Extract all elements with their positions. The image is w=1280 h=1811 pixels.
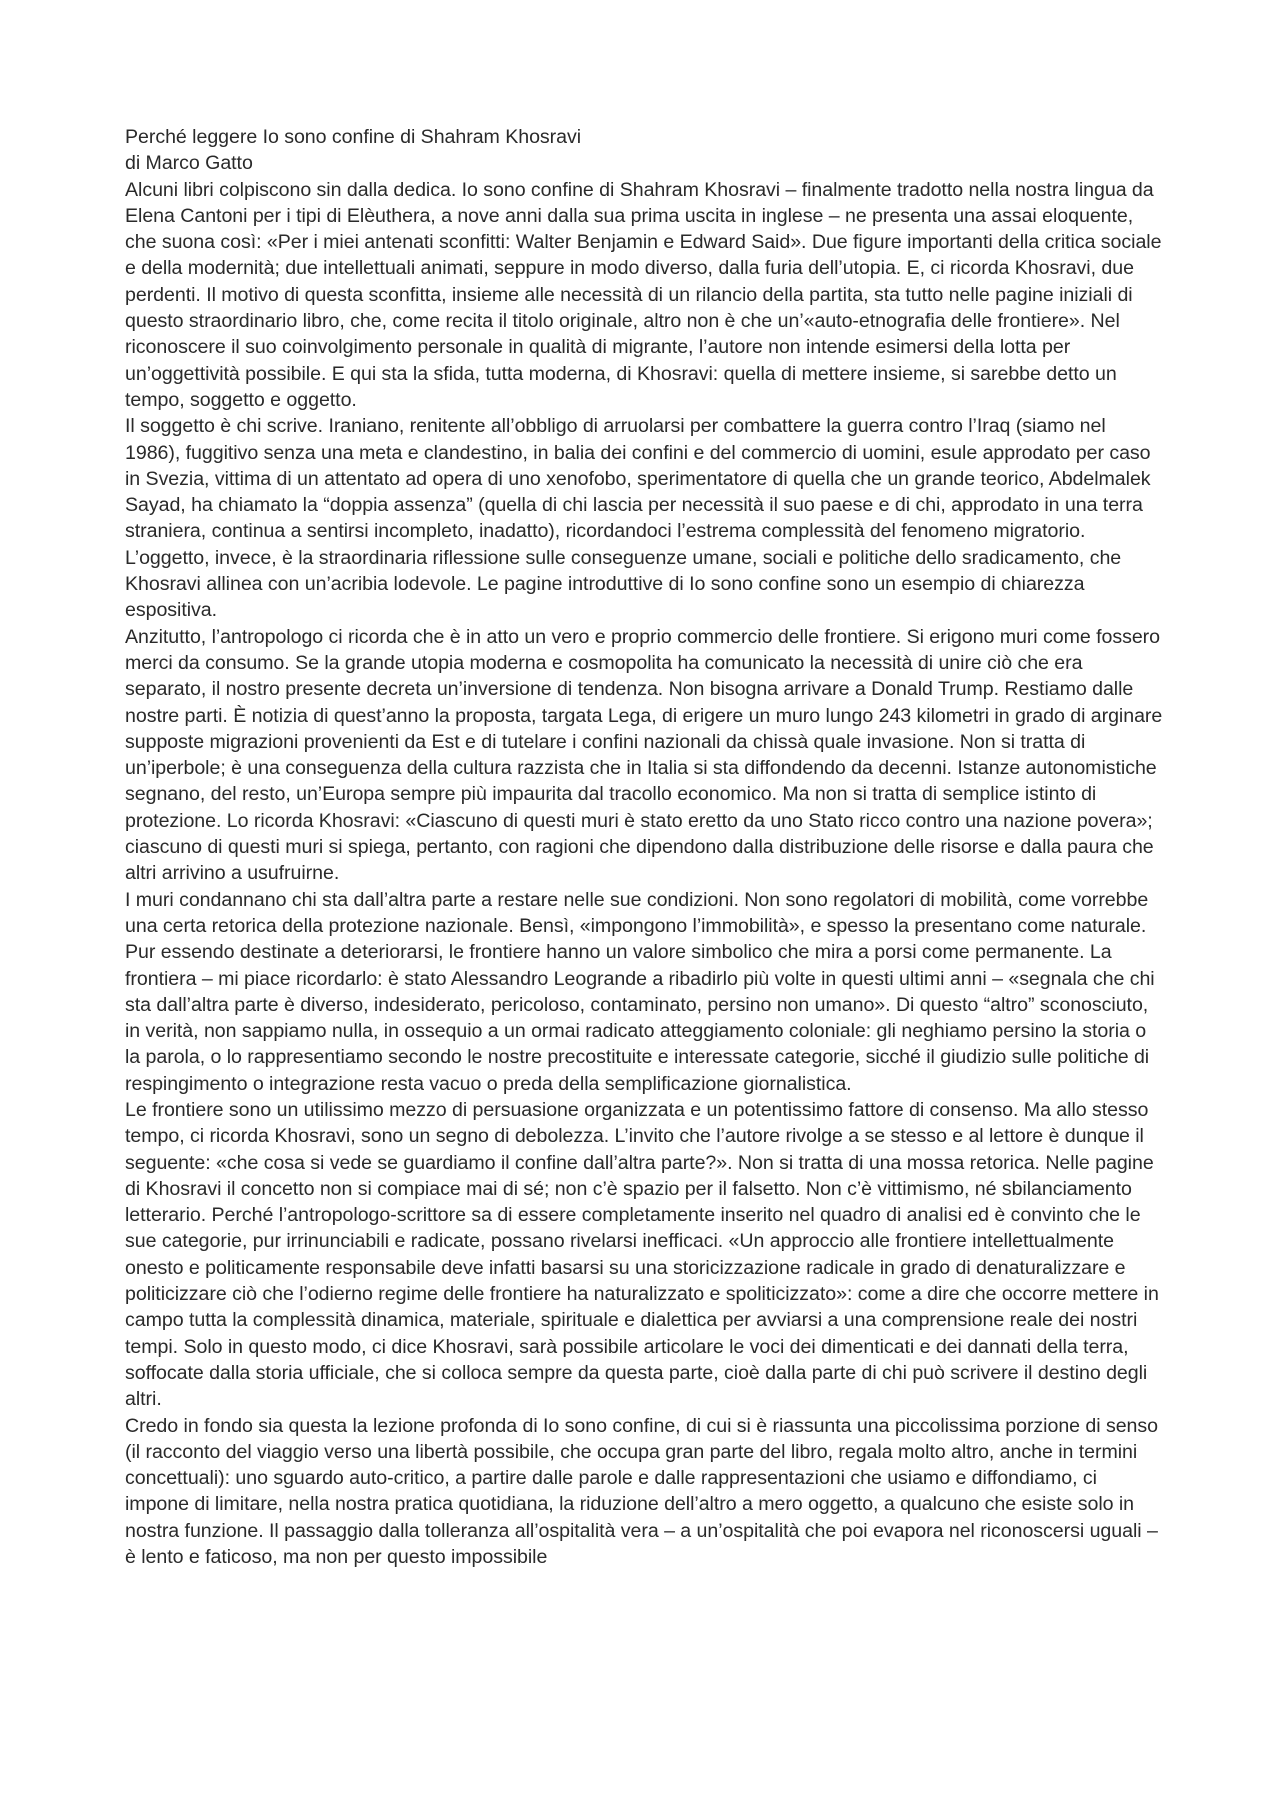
paragraph: Anzitutto, l’antropologo ci ricorda che è in atto un vero e proprio commercio delle frontiere. Si erigono muri come fossero merci da consumo. Se la grande utopia moderna e cosmopolita ha comunicato la necessità di unire ciò che era separato, il nostro presente decreta un’inversione di tendenza. Non bisogna arrivare a Donald Trump. Restiamo dalle nostre parti. È notizia di quest’anno la proposta, targata Lega, di erigere un muro lungo 243 kilometri in grado di arginare supposte migrazioni provenienti da Est e di tutelare i confini nazionali da chissà quale invasione. Non si tratta di un’iperbole; è una conseguenza della cultura razzista che in Italia si sta diffondendo da decenni. Istanze autonomistiche segnano, del resto, un’Europa sempre più impaurita dal tracollo economico. Ma non si tratta di semplice istinto di protezione. Lo ricorda Khosravi: «Ciascuno di questi muri è stato eretto da uno Stato ricco contro una nazione povera»; ciascuno di questi muri si spiega, pertanto, con ragioni che dipendono dalla distribuzione delle risorse e dalla paura che altri arrivino a usufruirne. xyxy=(125,625,1163,885)
document-byline: di Marco Gatto xyxy=(125,152,253,175)
paragraph: I muri condannano chi sta dall’altra parte a restare nelle sue condizioni. Non sono regolatori di mobilità, come vorrebbe una certa retorica della protezione nazionale. Bensì, «impongono l’immobilità», e spesso la presentano come naturale. Pur essendo destinate a deteriorarsi, le frontiere hanno un valore simbolico che mira a porsi come permanente. La frontiera – mi piace ricordarlo: è stato Alessandro Leogrande a ribadirlo più volte in questi ultimi anni – «segnala che chi sta dall’altra parte è diverso, indesiderato, pericoloso, contaminato, persino non umano». Di questo “altro” sconosciuto, in verità, non sappiamo nulla, in ossequio a un ormai radicato atteggiamento coloniale: gli neghiamo persino la storia o la parola, o lo rappresentiamo secondo le nostre precostituite e interessate categorie, sicché il giudizio sulle politiche di respingimento o integrazione resta vacuo o preda della semplificazione giornalistica. xyxy=(125,888,1155,1095)
document-title: Perché leggere Io sono confine di Shahram Khosravi xyxy=(125,126,582,148)
paragraph: Le frontiere sono un utilissimo mezzo di persuasione organizzata e un potentissimo fattore di consenso. Ma allo stesso tempo, ci ricorda Khosravi, sono un segno di debolezza. L’invito che l’autore rivolge a se stesso e al lettore è dunque il seguente: «che cosa si vede se guardiamo il confine dall’altra parte?». Non si tratta di una mossa retorica. Nelle pagine di Khosravi il concetto non si compiace mai di sé; non c’è spazio per il falsetto. Non c’è vittimismo, né sbilanciamento letterario. Perché l’antropologo-scrittore sa di essere completamente inserito nel quadro di analisi ed è convinto che le sue categorie, pur irrinunciabili e radicate, possano rivelarsi inefficaci. «Un approccio alle frontiere intellettualmente onesto e politicamente responsabile deve infatti basarsi su una storicizzazione radicale in grado di denaturalizzare e politicizzare ciò che l’odierno regime delle frontiere ha naturalizzato e spoliticizzato»: come a dire che occorre mettere in campo tutta la complessità dinamica, materiale, spirituale e dialettica per avviarsi a una comprensione reale dei nostri tempi. Solo in questo modo, ci dice Khosravi, sarà possibile articolare le voci dei dimenticati e dei dannati della terra, soffocate dalla storia ufficiale, che si colloca sempre da questa parte, cioè dalla parte di chi può scrivere il destino degli altri. xyxy=(125,1098,1159,1411)
paragraph: Alcuni libri colpiscono sin dalla dedica. Io sono confine di Shahram Khosravi – finalmente tradotto nella nostra lingua da Elena Cantoni per i tipi di Elèuthera, a nove anni dalla sua prima uscita in inglese – ne presenta una assai eloquente, che suona così: «Per i miei antenati sconfitti: Walter Benjamin e Edward Said». Due figure importanti della critica sociale e della modernità; due intellettuali animati, seppure in modo diverso, dalla furia dell’utopia. E, ci ricorda Khosravi, due perdenti. Il motivo di questa sconfitta, insieme alle necessità di un rilancio della partita, sta tutto nelle pagine iniziali di questo straordinario libro, che, come recita il titolo originale, altro non è che un’«auto-etnografia delle frontiere». Nel riconoscere il suo coinvolgimento personale in qualità di migrante, l’autore non intende esimersi della lotta per un’oggettività possibile. E qui sta la sfida, tutta moderna, di Khosravi: quella di mettere insieme, si sarebbe detto un tempo, soggetto e oggetto. xyxy=(125,178,1162,411)
paragraph: Credo in fondo sia questa la lezione profonda di Io sono confine, di cui si è riassunta una piccolissima porzione di senso (il racconto del viaggio verso una libertà possibile, che occupa gran parte del libro, regala molto altro, anche in termini concettuali): uno sguardo auto-critico, a partire dalle parole e dalle rappresentazioni che usiamo e diffondiamo, ci impone di limitare, nella nostra pratica quotidiana, la riduzione dell’altro a mero oggetto, a qualcuno che esiste solo in nostra funzione. Il passaggio dalla tolleranza all’ospitalità vera – a un’ospitalità che poi evapora nel riconoscersi uguali – è lento e faticoso, ma non per questo impossibile xyxy=(125,1414,1158,1569)
paragraph: Il soggetto è chi scrive. Iraniano, renitente all’obbligo di arruolarsi per combattere la guerra contro l’Iraq (siamo nel 1986), fuggitivo senza una meta e clandestino, in balia dei confini e del commercio di uomini, esule approdato per caso in Svezia, vittima di un attentato ad opera di uno xenofobo, sperimentatore di quella che un grande teorico, Abdelmalek Sayad, ha chiamato la “doppia assenza” (quella di chi lascia per necessità il suo paese e di chi, approdato in una terra straniera, continua a sentirsi incompleto, inadatto), ricordandoci l’estrema complessità del fenomeno migratorio. L’oggetto, invece, è la straordinaria riflessione sulle conseguenze umane, sociali e politiche dello sradicamento, che Khosravi allinea con un’acribia lodevole. Le pagine introduttive di Io sono confine sono un esempio di chiarezza espositiva. xyxy=(125,415,1151,622)
document-page xyxy=(125,124,1165,1570)
